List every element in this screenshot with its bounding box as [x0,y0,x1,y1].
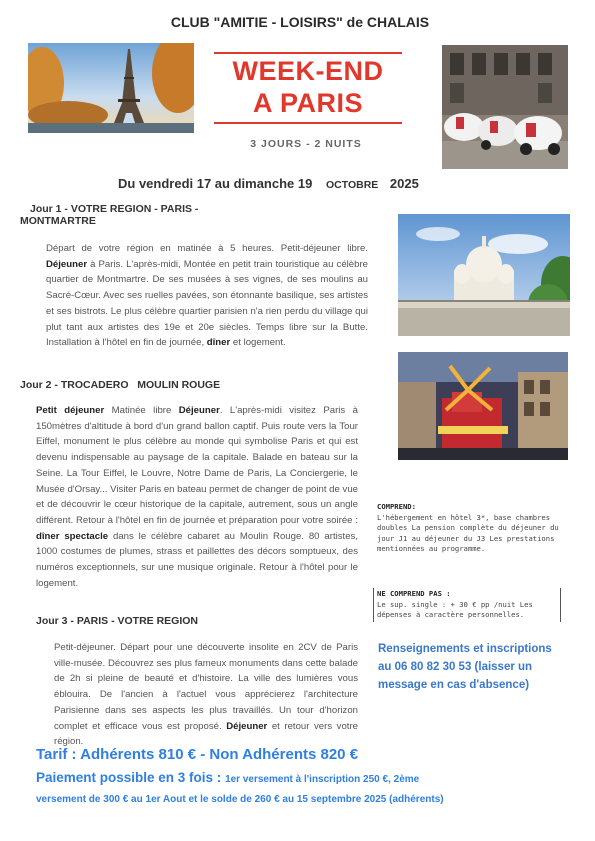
day2-text-a: Matinée libre [104,405,179,416]
title-block [206,52,410,122]
day2-text-c: dans le célèbre cabaret au Moulin Rouge. 80 artistes, 1000 costumes de plumes, strass et paillettes des décors somptueux, des numéros exceptionnels, sur une musique originale. Retour à l'hôtel pour le logement. [36,530,358,589]
day1-text-b: à Paris. L'après-midi, Montée en petit train touristique au célèbre quartier de Montmartre. De ses musées à ses vignes, de ses moulins au Sacré-Cœur. Avec ses ruelles pavées, son étonnante basilique, ses artistes et ses bistrots. Le plus célèbre quartier parisien n'a rien perdu du village qui plut tant aux artistes des 19e et 20e siècles. Temps libre sur la Butte. Installation à l'hôtel en fin de journée, [46,258,368,349]
eiffel-tower-photo [28,43,194,133]
comprend-box [377,502,573,555]
day3-heading: Jour 3 - PARIS - VOTRE REGION [36,615,198,627]
club-name: CLUB "AMITIE - LOISIRS" de CHALAIS [170,14,430,30]
day3-bold-dejeuner: Déjeuner [226,720,268,732]
day3-text-a: Petit-déjeuner. Départ pour une découverte insolite en 2CV de Paris ville-musée. Découvrez ses plus fameux monuments dans cette balade de 2h si pleine de beauté et d'histoire. La ville des lumières vous éblouira. De l'ancien à l'actuel vous apprécierez l'architecture Parisienne dans ses aspects les plus travaillés. Un tour d'horizon complet et efficace vous est proposé. [54,642,358,732]
payment-big: Paiement possible en 3 fois : [36,770,226,785]
ne-comprend-box [373,588,561,622]
day2-bold-diner-spectacle: dîner spectacle [36,530,109,542]
dates-main: Du vendredi 17 au dimanche 19 [118,176,313,191]
dates-year: 2025 [389,176,419,191]
day2-heading: Jour 2 - TROCADERO MOULIN ROUGE [20,379,221,391]
comprend-heading: COMPREND: [377,502,416,511]
moulin-rouge-photo [398,352,568,460]
payment-line-1 [36,770,419,785]
payment-small: 1er versement à l'inscription 250 €, 2ème [225,774,420,785]
trip-dates [118,176,478,191]
day1-text [46,241,368,351]
day2-bold-dejeuner: Déjeuner [178,405,220,416]
comprend-text: L'hébergement en hôtel 3*, base chambres doubles La pension complète du déjeuner du jour J1 au déjeuner du J3 Les prestations mentionnées au programme. [377,512,559,553]
payment-line-2: versement de 300 € au 1er Aout et le solde de 260 € au 15 septembre 2025 (adhérents) [36,794,444,805]
title-rule-top [214,52,402,54]
day3-text [54,640,358,750]
day1-bold-dejeuner: Déjeuner [46,258,88,270]
contact-info: Renseignements et inscriptions au 06 80 82 30 53 (laisser un message en cas d'absence) [378,643,552,691]
2cv-cars-photo [442,45,568,169]
subtitle: 3 JOURS - 2 NUITS [250,138,362,150]
ne-comprend-heading: NE COMPREND PAS : [377,589,451,598]
day1-heading-line1: Jour 1 - VOTRE REGION - PARIS - [30,203,199,215]
sacre-coeur-photo [398,214,570,336]
day2-text-b: . L'après-midi visitez Paris à 150mètres d'altitude à bord d'un grand ballon captif. Puis route vers la Tour Eiffel, monument le plus célèbre au monde qui symbolise Paris et qui est devenu indispensable au paysage de la capitale. Balade en bateau sur la Seine. La Tour Eiffel, le Louvre, Notre Dame de Paris, La Conciergerie, le Musée d'Orsay... Visiter Paris en bateau permet de changer de point de vue et de découvrir le cœur historique de la capitale, autrement, sous un angle différent. Retour à l'hôtel en fin de journée et préparation pour votre soirée : [36,405,358,526]
ne-comprend-text: Le sup. single : + 30 € pp /nuit Les dépenses à caractère personnelles. [377,599,533,619]
day3-text-b: et retour vers votre région. [54,720,358,748]
day1-text-a: Départ de votre région en matinée à 5 heures. Petit-déjeuner libre. [46,243,368,254]
title-line-1: WEEK-END [232,56,384,86]
day2-bold-petit-dejeuner: Petit déjeuner [36,405,105,416]
day2-text [36,403,358,591]
day1-heading-line2: MONTMARTRE [20,215,96,227]
title-line-2: A PARIS [252,88,363,118]
tarif-line: Tarif : Adhérents 810 € - Non Adhérents 820 € [36,746,359,763]
day1-bold-diner: dîner [206,337,231,349]
title-rule-bottom [214,122,402,124]
day1-heading [20,203,270,227]
day1-text-c: et logement. [230,337,286,349]
dates-month: OCTOBRE [325,179,379,191]
